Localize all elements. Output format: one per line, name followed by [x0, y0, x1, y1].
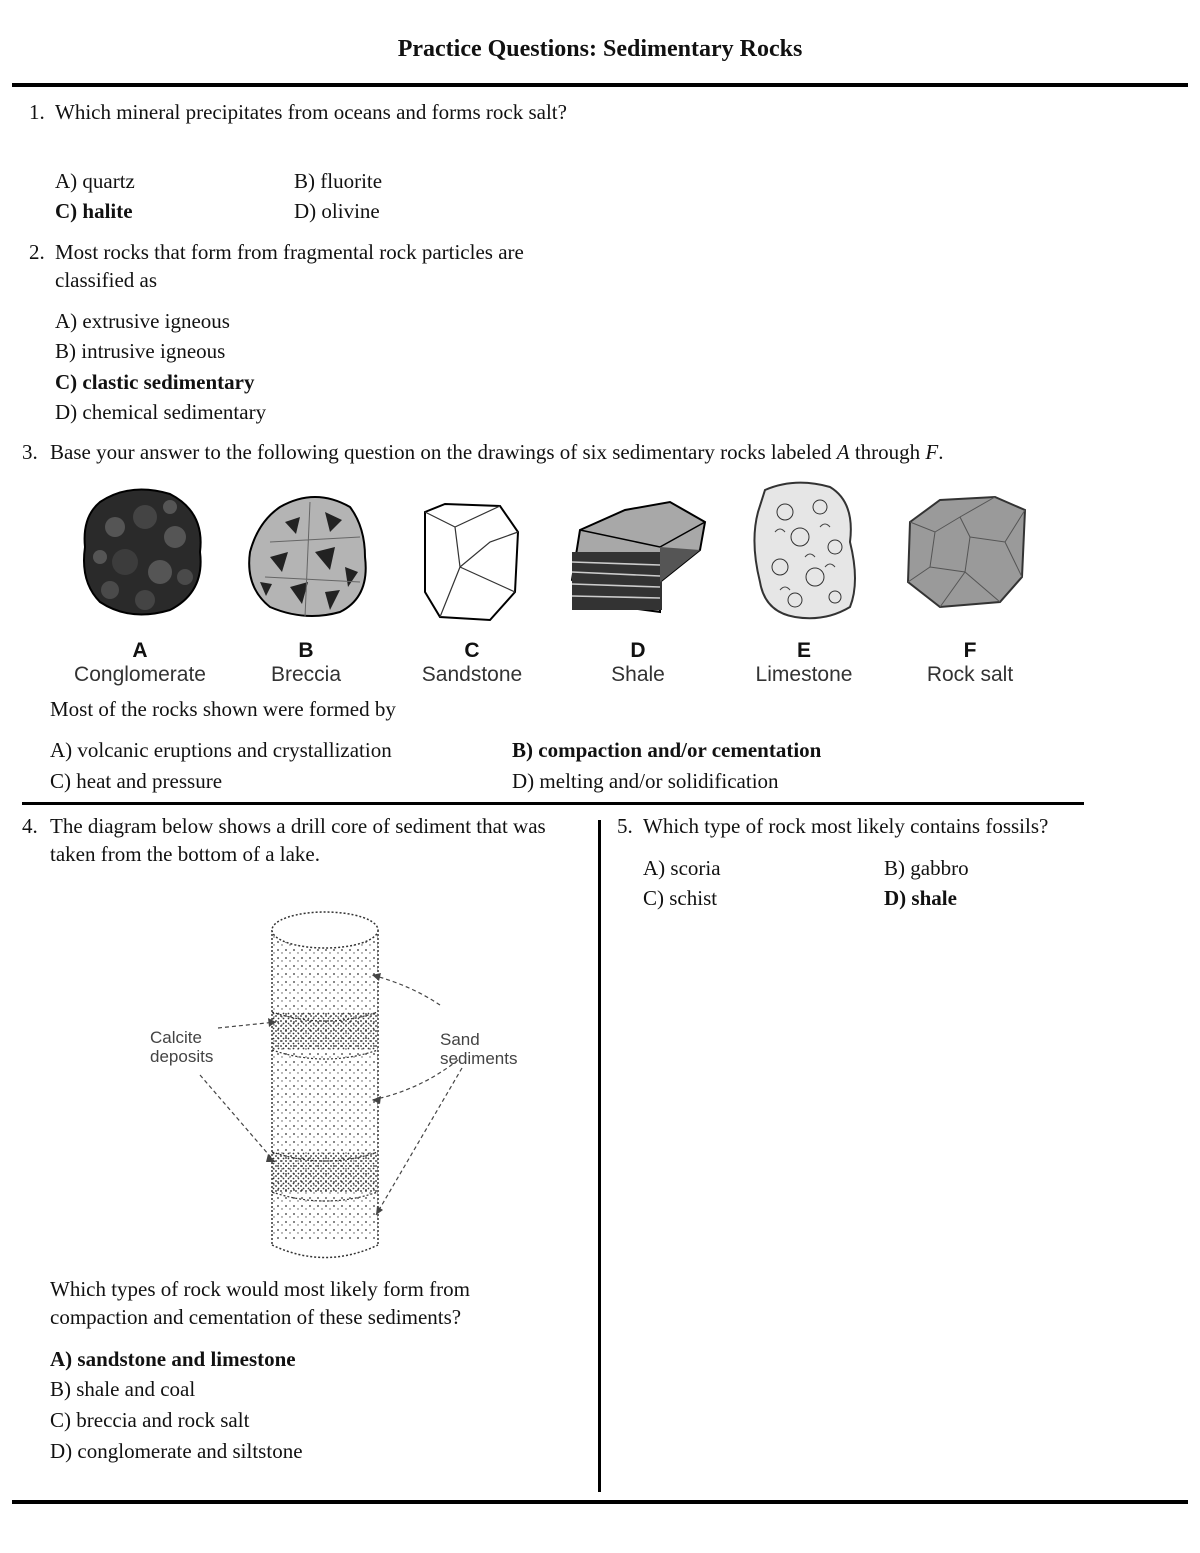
q4-text: The diagram below shows a drill core of sediment that was taken from the bottom of a lake.	[50, 814, 546, 866]
bottom-rule	[12, 1500, 1188, 1504]
rock-e-name: Limestone	[755, 663, 853, 686]
q1-option-d[interactable]: D) olivine	[294, 199, 380, 223]
q2-text: Most rocks that form from fragmental rock particles are classified as	[55, 240, 524, 292]
core-cylinder	[272, 912, 378, 1258]
core-label-calcite	[150, 1028, 213, 1066]
rock-label-a	[55, 640, 225, 688]
q5-number: 5.	[617, 814, 633, 838]
q5-option-c[interactable]: C) schist	[643, 886, 718, 910]
q1-option-c[interactable]: C) halite	[55, 199, 133, 223]
q5-option-d[interactable]: D) shale	[884, 886, 957, 910]
q4-question: Which types of rock would most likely form from compaction and cementation of these sediments?	[50, 1277, 470, 1329]
q4-option-c[interactable]: C) breccia and rock salt	[50, 1408, 250, 1432]
rock-a-conglomerate-drawing	[84, 490, 201, 615]
rock-e-letter: E	[796, 639, 811, 662]
rock-a-name: Conglomerate	[74, 663, 206, 686]
q5-option-a[interactable]: A) scoria	[643, 856, 721, 880]
core-label-sand	[440, 1030, 517, 1068]
top-rule	[12, 83, 1188, 87]
q3-option-a[interactable]: A) volcanic eruptions and crystallization	[50, 738, 392, 762]
q3-option-d[interactable]: D) melting and/or solidification	[512, 769, 779, 793]
rock-c-name: Sandstone	[421, 663, 523, 686]
rock-c-sandstone-drawing	[425, 504, 518, 620]
q4-option-d[interactable]: D) conglomerate and siltstone	[50, 1439, 303, 1463]
q4-option-b[interactable]: B) shale and coal	[50, 1377, 196, 1401]
rock-d-shale-drawing	[572, 502, 705, 612]
section-rule	[22, 802, 1084, 805]
rock-a-letter: A	[132, 639, 148, 662]
q5-option-b[interactable]: B) gabbro	[884, 856, 969, 880]
rock-b-letter: B	[298, 639, 314, 662]
q2-number: 2.	[29, 240, 45, 264]
rock-f-rocksalt-drawing	[908, 497, 1025, 607]
rock-d-letter: D	[630, 639, 646, 662]
q5-text: Which type of rock most likely contains fossils?	[643, 814, 1049, 838]
core-label-sand-line2: sediments	[440, 1049, 518, 1068]
q4-option-a[interactable]: A) sandstone and limestone	[50, 1347, 296, 1371]
q1-number: 1.	[29, 100, 45, 124]
column-divider	[598, 820, 601, 1492]
q1-option-b[interactable]: B) fluorite	[294, 169, 383, 193]
q3-intro: Base your answer to the following question on the drawings of six sedimentary rocks labeled A through F.	[50, 440, 944, 464]
rock-label-d	[553, 640, 723, 688]
rock-d-name: Shale	[611, 663, 665, 686]
q3-number: 3.	[22, 440, 38, 464]
rock-f-letter: F	[963, 639, 977, 662]
q1-text: Which mineral precipitates from oceans and forms rock salt?	[55, 100, 567, 124]
q3-option-b[interactable]: B) compaction and/or cementation	[512, 738, 822, 762]
rock-b-breccia-drawing	[249, 497, 366, 617]
rock-label-f	[885, 640, 1055, 688]
core-label-calcite-line2: deposits	[150, 1047, 214, 1066]
drill-core-diagram	[140, 900, 540, 1270]
q1-option-a[interactable]: A) quartz	[55, 169, 135, 193]
rock-c-letter: C	[464, 639, 480, 662]
q2-option-c[interactable]: C) clastic sedimentary	[55, 370, 255, 394]
rock-e-limestone-drawing	[754, 483, 855, 619]
page-title: Practice Questions: Sedimentary Rocks	[397, 36, 803, 62]
q3-option-c[interactable]: C) heat and pressure	[50, 769, 223, 793]
rock-label-e	[719, 640, 889, 688]
q2-option-b[interactable]: B) intrusive igneous	[55, 339, 226, 363]
q2-option-d[interactable]: D) chemical sedimentary	[55, 400, 267, 424]
q2-option-a[interactable]: A) extrusive igneous	[55, 309, 230, 333]
core-label-sand-line1: Sand	[440, 1030, 480, 1049]
core-label-calcite-line1: Calcite	[150, 1028, 202, 1047]
q3-question: Most of the rocks shown were formed by	[50, 697, 396, 721]
rock-label-c	[387, 640, 557, 688]
q4-number: 4.	[22, 814, 38, 838]
rock-label-b	[221, 640, 391, 688]
rock-f-name: Rock salt	[926, 663, 1014, 686]
rock-b-name: Breccia	[270, 663, 342, 686]
rocks-illustration	[60, 472, 1040, 642]
